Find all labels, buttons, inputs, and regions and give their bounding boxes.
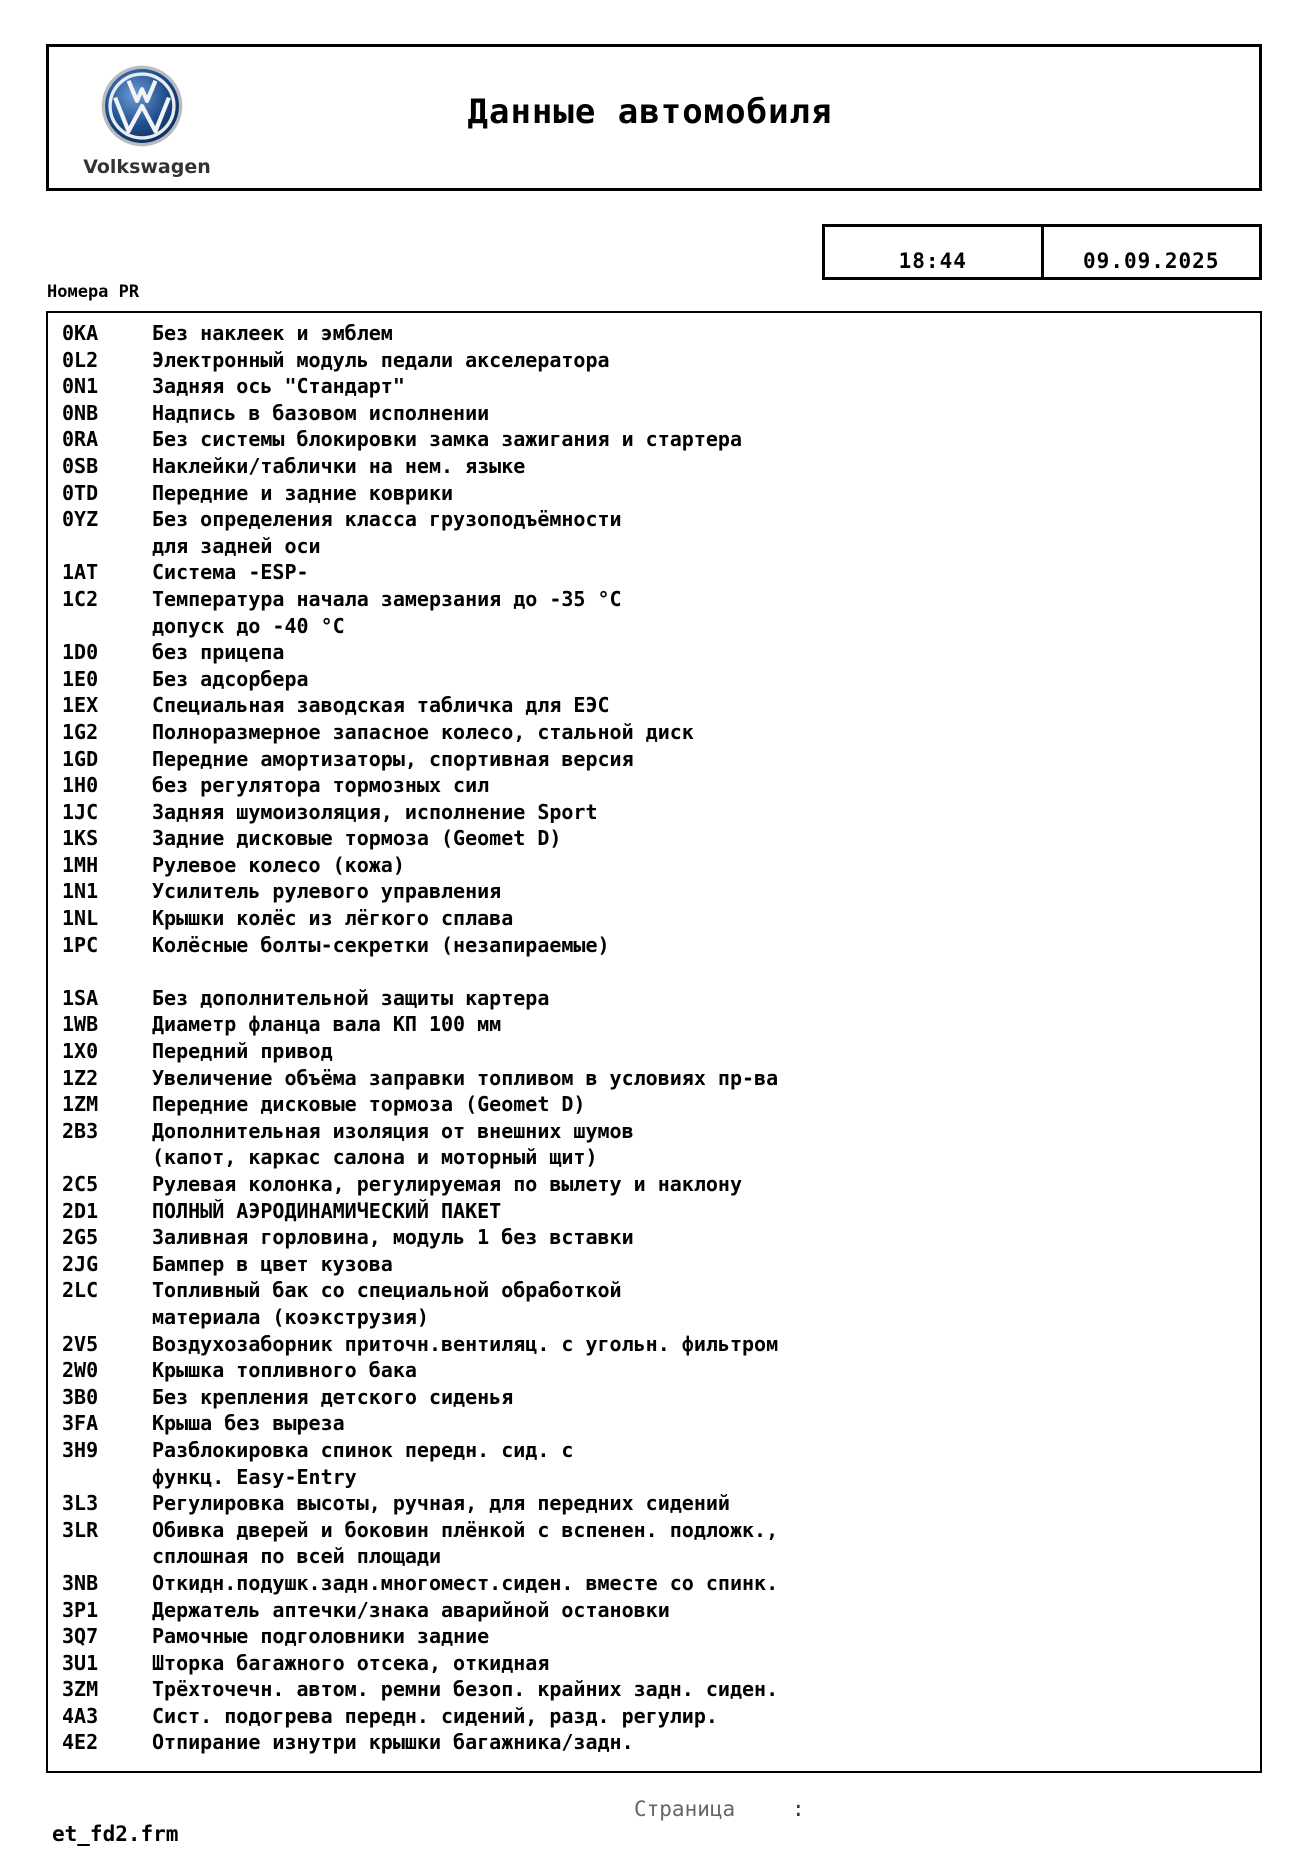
pr-row bbox=[48, 1490, 1260, 1517]
pr-code: 0SB bbox=[62, 453, 99, 478]
pr-code: 1JC bbox=[62, 799, 99, 824]
pr-code: 0TD bbox=[62, 480, 99, 505]
pr-row bbox=[48, 1118, 1260, 1171]
pr-code: 1ZM bbox=[62, 1092, 99, 1117]
time-value: 18:44 bbox=[898, 249, 967, 273]
pr-description: Воздухозаборник приточн.вентиляц. с угольн. фильтром bbox=[152, 1331, 779, 1356]
pr-code: 3FA bbox=[62, 1411, 99, 1436]
pr-description: ПОЛНЫЙ АЭРОДИНАМИЧЕСКИЙ ПАКЕТ bbox=[152, 1198, 502, 1223]
pr-code: 1N1 bbox=[62, 879, 99, 904]
page-title: Данные автомобиля bbox=[467, 92, 833, 132]
pr-code: 1AT bbox=[62, 560, 99, 585]
pr-code: 1SA bbox=[62, 985, 99, 1010]
pr-group-2 bbox=[48, 985, 1260, 1756]
pr-description: Дополнительная изоляция от внешних шумов (капот, каркас салона и моторный щит) bbox=[152, 1118, 634, 1170]
pr-description: Без дополнительной защиты картера bbox=[152, 985, 550, 1010]
pr-code: 0L2 bbox=[62, 347, 99, 372]
pr-description: Колёсные болты-секретки (незапираемые) bbox=[152, 932, 610, 957]
pr-description: Увеличение объёма заправки топливом в условиях пр-ва bbox=[152, 1065, 779, 1090]
pr-code: 2B3 bbox=[62, 1118, 99, 1143]
pr-code: 2W0 bbox=[62, 1358, 99, 1383]
pr-description: Система -ESP- bbox=[152, 560, 309, 585]
pr-description: Отпирание изнутри крышки багажника/задн. bbox=[152, 1730, 634, 1755]
volkswagen-logo-icon bbox=[100, 64, 184, 148]
pr-row bbox=[48, 1171, 1260, 1198]
pr-row bbox=[48, 772, 1260, 799]
pr-description: Регулировка высоты, ручная, для передних сидений bbox=[152, 1491, 730, 1516]
pr-code: 1X0 bbox=[62, 1039, 99, 1064]
pr-description: Передний привод bbox=[152, 1039, 333, 1064]
pr-code: 1EX bbox=[62, 693, 99, 718]
pr-row bbox=[48, 1676, 1260, 1703]
pr-row bbox=[48, 1517, 1260, 1570]
pr-code: 2JG bbox=[62, 1251, 99, 1276]
pr-description: Обивка дверей и боковин плёнкой с вспенен. подложк., сплошная по всей площади bbox=[152, 1517, 779, 1569]
pr-row bbox=[48, 1277, 1260, 1330]
pr-row bbox=[48, 1091, 1260, 1118]
pr-row bbox=[48, 692, 1260, 719]
pr-description: Надпись в базовом исполнении bbox=[152, 400, 490, 425]
pr-code: 3P1 bbox=[62, 1597, 99, 1622]
pr-description: Диаметр фланца вала КП 100 мм bbox=[152, 1012, 502, 1037]
pr-code: 3L3 bbox=[62, 1491, 99, 1516]
pr-description: Откидн.подушк.задн.многомест.сиден. вместе со спинк. bbox=[152, 1570, 779, 1595]
pr-description: Крыша без выреза bbox=[152, 1411, 345, 1436]
pr-code: 1E0 bbox=[62, 666, 99, 691]
pr-row bbox=[48, 1729, 1260, 1756]
page-label: Страница bbox=[634, 1797, 736, 1821]
pr-description: Задняя шумоизоляция, исполнение Sport bbox=[152, 799, 598, 824]
pr-row bbox=[48, 932, 1260, 959]
pr-code: 3NB bbox=[62, 1570, 99, 1595]
pr-description: Трёхточечн. автом. ремни безоп. крайних задн. сиден. bbox=[152, 1677, 779, 1702]
pr-description: Без адсорбера bbox=[152, 666, 309, 691]
pr-row bbox=[48, 746, 1260, 773]
pr-description: Разблокировка спинок передн. сид. с функц. Easy-Entry bbox=[152, 1437, 574, 1489]
pr-row bbox=[48, 480, 1260, 507]
pr-code: 3LR bbox=[62, 1517, 99, 1542]
pr-code: 1D0 bbox=[62, 640, 99, 665]
pr-code: 3ZM bbox=[62, 1677, 99, 1702]
form-file-name: et_fd2.frm bbox=[52, 1822, 179, 1846]
pr-code: 1GD bbox=[62, 746, 99, 771]
pr-description: Рулевая колонка, регулируемая по вылету и наклону bbox=[152, 1172, 743, 1196]
pr-code: 3Q7 bbox=[62, 1624, 99, 1649]
pr-row bbox=[48, 426, 1260, 453]
pr-code: 0N1 bbox=[62, 374, 99, 399]
pr-description: Задние дисковые тормоза (Geomet D) bbox=[152, 826, 562, 851]
pr-description: Без определения класса грузоподъёмности для задней оси bbox=[152, 507, 622, 558]
pr-row bbox=[48, 666, 1260, 693]
pr-code: 1Z2 bbox=[62, 1065, 99, 1090]
pr-description: Держатель аптечки/знака аварийной остановки bbox=[152, 1597, 670, 1622]
pr-row bbox=[48, 559, 1260, 586]
pr-description: Передние и задние коврики bbox=[152, 480, 454, 505]
pr-description: Крышки колёс из лёгкого сплава bbox=[152, 906, 514, 931]
pr-description: Крышка топливного бака bbox=[152, 1358, 417, 1383]
pr-code: 0YZ bbox=[62, 507, 99, 532]
pr-row bbox=[48, 1703, 1260, 1730]
pr-row bbox=[48, 1650, 1260, 1677]
pr-row bbox=[48, 719, 1260, 746]
pr-code: 0RA bbox=[62, 427, 99, 452]
pr-description: Без системы блокировки замка зажигания и стартера bbox=[152, 427, 743, 452]
pr-row bbox=[48, 1384, 1260, 1411]
pr-code: 1KS bbox=[62, 826, 99, 851]
pr-row bbox=[48, 373, 1260, 400]
pr-row bbox=[48, 1357, 1260, 1384]
pr-code: 4E2 bbox=[62, 1730, 99, 1755]
section-label: Номера PR bbox=[47, 282, 140, 302]
pr-row bbox=[48, 639, 1260, 666]
pr-description: Полноразмерное запасное колесо, стальной диск bbox=[152, 719, 694, 744]
pr-description: Без крепления детского сиденья bbox=[152, 1384, 514, 1409]
pr-row bbox=[48, 985, 1260, 1012]
pr-row bbox=[48, 506, 1260, 559]
pr-description: Передние амортизаторы, спортивная версия bbox=[152, 746, 634, 771]
pr-code: 0KA bbox=[62, 321, 99, 345]
pr-code: 2LC bbox=[62, 1278, 99, 1303]
pr-code: 2C5 bbox=[62, 1172, 99, 1196]
pr-description: Топливный бак со специальной обработкой материала (коэкструзия) bbox=[152, 1278, 622, 1329]
pr-code: 1H0 bbox=[62, 773, 99, 798]
pr-row bbox=[48, 1038, 1260, 1065]
pr-code-list bbox=[46, 311, 1262, 1773]
pr-row bbox=[48, 878, 1260, 905]
pr-description: Заливная горловина, модуль 1 без вставки bbox=[152, 1225, 634, 1250]
pr-code: 2D1 bbox=[62, 1198, 99, 1223]
pr-row bbox=[48, 453, 1260, 480]
pr-description: Задняя ось "Стандарт" bbox=[152, 374, 405, 399]
pr-row bbox=[48, 1224, 1260, 1251]
pr-row bbox=[48, 905, 1260, 932]
pr-code: 1PC bbox=[62, 932, 99, 957]
pr-code: 3U1 bbox=[62, 1650, 99, 1675]
pr-code: 4A3 bbox=[62, 1703, 99, 1728]
pr-code: 3B0 bbox=[62, 1384, 99, 1409]
page-separator: : bbox=[792, 1797, 805, 1821]
pr-row bbox=[48, 852, 1260, 879]
pr-row bbox=[48, 320, 1260, 347]
datetime-box bbox=[822, 224, 1262, 280]
pr-description: без прицепа bbox=[152, 640, 285, 665]
pr-row bbox=[48, 1437, 1260, 1490]
pr-description: Усилитель рулевого управления bbox=[152, 879, 502, 904]
pr-row bbox=[48, 799, 1260, 826]
pr-row bbox=[48, 1198, 1260, 1225]
pr-description: Рамочные подголовники задние bbox=[152, 1624, 490, 1649]
pr-row bbox=[48, 1331, 1260, 1358]
pr-row bbox=[48, 586, 1260, 639]
pr-description: Рулевое колесо (кожа) bbox=[152, 852, 405, 877]
pr-code: 1WB bbox=[62, 1012, 99, 1037]
pr-row bbox=[48, 400, 1260, 427]
pr-row bbox=[48, 1065, 1260, 1092]
pr-description: Наклейки/таблички на нем. языке bbox=[152, 453, 526, 478]
pr-description: Бампер в цвет кузова bbox=[152, 1251, 393, 1276]
pr-group-1 bbox=[48, 320, 1260, 958]
pr-row bbox=[48, 1011, 1260, 1038]
pr-description: Сист. подогрева передн. сидений, разд. регулир. bbox=[152, 1703, 718, 1728]
pr-code: 2G5 bbox=[62, 1225, 99, 1250]
pr-row bbox=[48, 1410, 1260, 1437]
pr-row bbox=[48, 1570, 1260, 1597]
pr-row bbox=[48, 347, 1260, 374]
pr-description: Передние дисковые тормоза (Geomet D) bbox=[152, 1092, 586, 1117]
pr-code: 1NL bbox=[62, 906, 99, 931]
pr-description: Специальная заводская табличка для ЕЭС bbox=[152, 693, 610, 718]
pr-row bbox=[48, 825, 1260, 852]
date-value: 09.09.2025 bbox=[1041, 227, 1260, 277]
pr-code: 1G2 bbox=[62, 719, 99, 744]
pr-code: 1MH bbox=[62, 852, 99, 877]
pr-description: Температура начала замерзания до -35 °C допуск до -40 °C bbox=[152, 586, 622, 638]
pr-row bbox=[48, 1251, 1260, 1278]
pr-description: Шторка багажного отсека, откидная bbox=[152, 1650, 550, 1675]
group-spacer bbox=[48, 958, 1260, 985]
pr-code: 2V5 bbox=[62, 1331, 99, 1356]
pr-description: без регулятора тормозных сил bbox=[152, 773, 490, 798]
pr-code: 1C2 bbox=[62, 586, 99, 611]
pr-row bbox=[48, 1597, 1260, 1624]
pr-code: 3H9 bbox=[62, 1437, 99, 1462]
pr-row bbox=[48, 1623, 1260, 1650]
pr-description: Электронный модуль педали акселератора bbox=[152, 347, 610, 372]
pr-code: 0NB bbox=[62, 400, 99, 425]
brand-name: Volkswagen bbox=[83, 156, 211, 178]
pr-description: Без наклеек и эмблем bbox=[152, 321, 393, 345]
